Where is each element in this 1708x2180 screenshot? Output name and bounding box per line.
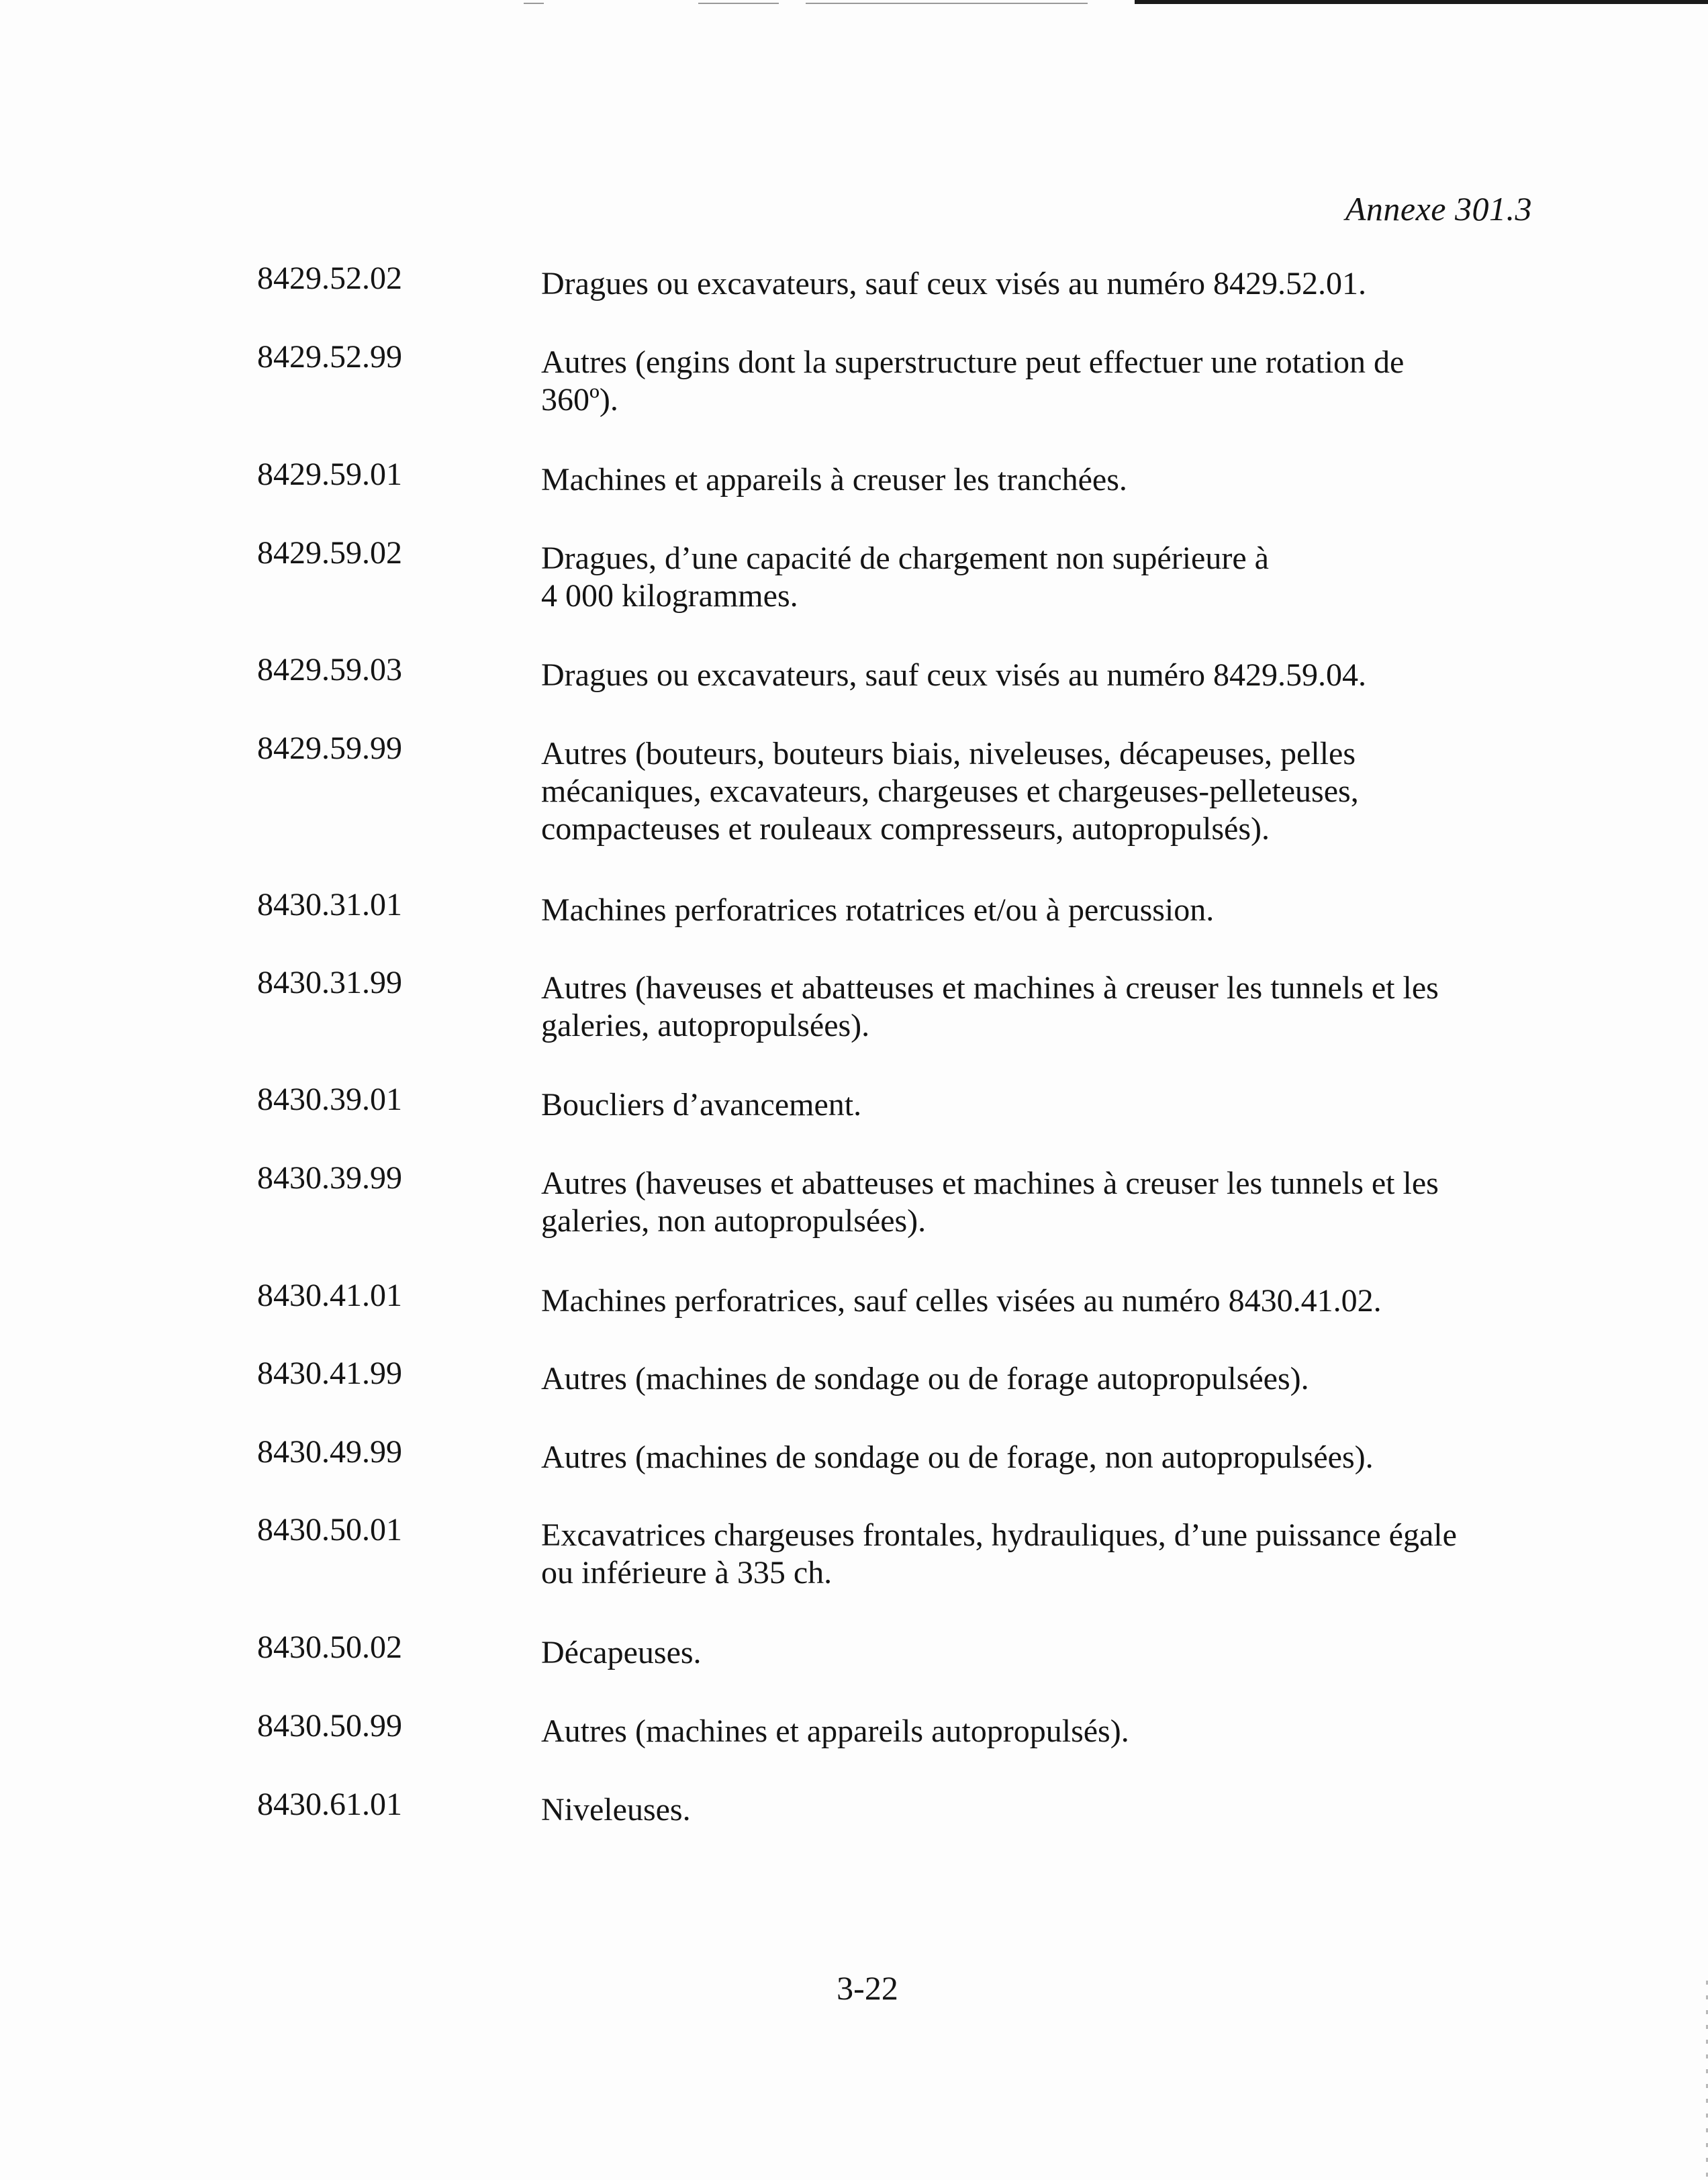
tariff-code: 8430.50.99 [257,1708,402,1744]
description-line: Autres (haveuses et abatteuses et machines à creuser les tunnels et les [541,1166,1439,1201]
tariff-description [541,540,1541,615]
description-line: galeries, autopropulsées). [541,1008,870,1043]
tariff-code: 8429.59.03 [257,652,402,688]
tariff-description [541,1791,1541,1829]
tariff-description [541,1517,1541,1592]
tariff-description [541,969,1541,1045]
description-line: mécaniques, excavateurs, chargeuses et chargeuses-pelleteuses, [541,773,1359,809]
description-line: 4 000 kilogrammes. [541,578,798,614]
tariff-code: 8430.39.99 [257,1160,402,1196]
tariff-description [541,1713,1541,1750]
description-line: Décapeuses. [541,1635,702,1670]
tariff-description [541,1086,1541,1124]
description-line: Autres (machines de sondage ou de forage autopropulsées). [541,1361,1309,1396]
description-line: Machines perforatrices rotatrices et/ou à percussion. [541,892,1215,928]
scan-speck [806,3,1088,4]
scan-speck [698,3,779,4]
tariff-code: 8430.41.01 [257,1278,402,1313]
scan-edge-mark [1135,0,1708,4]
tariff-code: 8429.52.99 [257,339,402,375]
tariff-code: 8430.61.01 [257,1787,402,1822]
description-line: Boucliers d’avancement. [541,1087,862,1123]
tariff-code: 8430.41.99 [257,1356,402,1391]
description-line: Autres (bouteurs, bouteurs biais, niveleuses, décapeuses, pelles [541,736,1356,771]
description-line: Dragues, d’une capacité de chargement non supérieure à [541,540,1269,576]
description-line: Autres (engins dont la superstructure peut effectuer une rotation de [541,344,1405,380]
description-line: Autres (haveuses et abatteuses et machines à creuser les tunnels et les [541,970,1439,1006]
tariff-code: 8429.52.02 [257,260,402,296]
description-line: Autres (machines de sondage ou de forage, non autopropulsées). [541,1439,1374,1475]
tariff-code: 8430.50.02 [257,1629,402,1665]
tariff-description [541,1634,1541,1672]
tariff-code: 8430.50.01 [257,1512,402,1548]
description-line: Dragues ou excavateurs, sauf ceux visés au numéro 8429.59.04. [541,657,1366,693]
description-line: ou inférieure à 335 ch. [541,1555,833,1591]
tariff-description [541,461,1541,499]
tariff-description [541,657,1541,694]
tariff-description [541,892,1541,929]
tariff-description [541,1439,1541,1476]
tariff-description [541,265,1541,303]
scan-speck [524,3,544,4]
tariff-code: 8430.49.99 [257,1434,402,1470]
tariff-code: 8430.31.99 [257,965,402,1000]
tariff-code: 8429.59.99 [257,730,402,766]
tariff-description [541,735,1541,848]
description-line: 360º). [541,382,618,418]
tariff-description [541,1165,1541,1240]
tariff-description [541,344,1541,419]
running-head: Annexe 301.3 [1345,190,1532,228]
description-line: Excavatrices chargeuses frontales, hydrauliques, d’une puissance égale [541,1517,1457,1553]
tariff-code: 8429.59.02 [257,535,402,571]
tariff-code: 8430.39.01 [257,1082,402,1117]
tariff-description [541,1360,1541,1398]
description-line: Machines et appareils à creuser les tranchées. [541,462,1127,497]
description-line: galeries, non autopropulsées). [541,1203,927,1239]
tariff-description [541,1282,1541,1320]
description-line: Niveleuses. [541,1792,691,1828]
description-line: Autres (machines et appareils autopropulsés). [541,1713,1129,1749]
description-line: Machines perforatrices, sauf celles visées au numéro 8430.41.02. [541,1283,1382,1319]
tariff-code: 8429.59.01 [257,457,402,492]
description-line: compacteuses et rouleaux compresseurs, autopropulsés). [541,811,1270,847]
tariff-code: 8430.31.01 [257,887,402,922]
description-line: Dragues ou excavateurs, sauf ceux visés au numéro 8429.52.01. [541,266,1366,301]
page-number: 3-22 [837,1969,898,2007]
